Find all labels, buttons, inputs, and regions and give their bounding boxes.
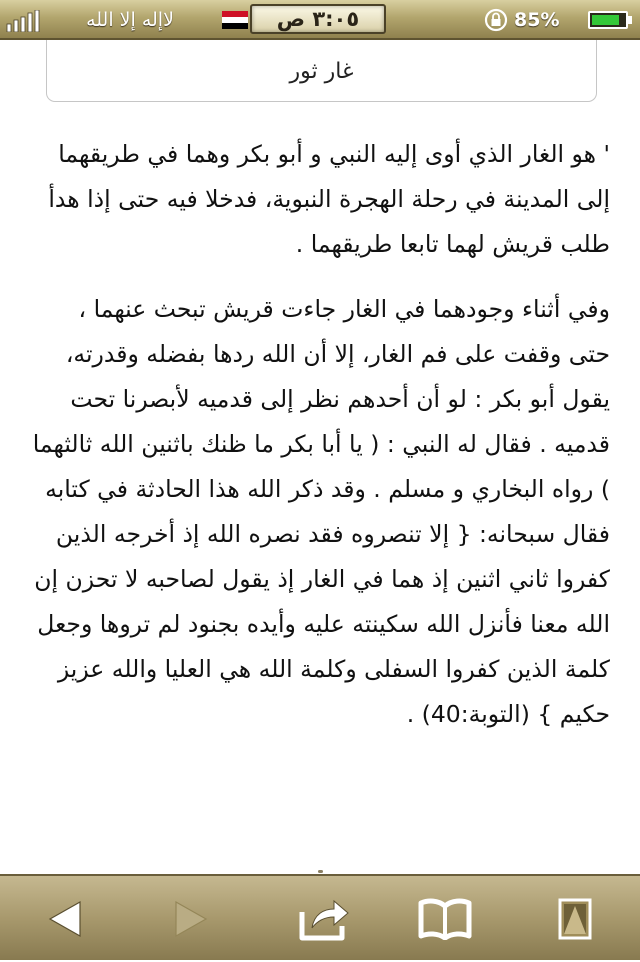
status-bar <box>0 0 640 40</box>
back-button[interactable] <box>20 876 110 962</box>
status-time: ٣:٠٥ ص <box>276 7 360 31</box>
rotation-lock-icon <box>484 8 508 32</box>
forward-icon <box>174 900 208 938</box>
battery-icon <box>588 11 628 29</box>
article-body <box>30 132 610 737</box>
carrier-name: لاإله إلا الله <box>86 9 174 31</box>
forward-button[interactable] <box>140 876 230 962</box>
bookmarks-button[interactable] <box>400 876 490 962</box>
bookmarks-icon <box>418 896 472 940</box>
back-icon <box>48 900 82 938</box>
battery-percent: 85% <box>514 9 560 31</box>
pages-icon <box>558 898 592 940</box>
article-paragraph: وفي أثناء وجودهما في الغار جاءت قريش تبحث عنهما ، حتى وقفت على فم الغار، إلا أن الله ردها بفضله وقدرته، يقول أبو بكر : لو أن أحدهم نظر إلى قدميه لأبصرنا تحت قدميه . فقال له النبي : ( يا أبا بكر ما ظنك باثنين الله ثالثهما ) رواه البخاري و مسلم . وقد ذكر الله هذا الحادثة في كتابه فقال سبحانه: { إلا تنصروه فقد نصره الله إذ أخرجه الذين كفروا ثاني اثنين إذ هما في الغار إذ يقول لصاحبه لا تحزن إن الله معنا فأنزل الله سكينته عليه وأيده بجنود لم تروها وجعل كلمة الذين كفروا السفلى وكلمة الله هي العليا والله عزيز حكيم } (التوبة:40) . <box>32 295 610 728</box>
share-icon <box>298 894 352 942</box>
battery-level-fill <box>592 15 619 25</box>
flag-icon <box>222 11 248 29</box>
signal-bars-icon <box>6 10 40 32</box>
article-title-box <box>46 40 597 102</box>
clock-display <box>250 4 386 34</box>
scroll-indicator <box>318 870 323 873</box>
bottom-toolbar <box>0 874 640 960</box>
pages-button[interactable] <box>530 876 620 962</box>
article-paragraph: ' هو الغار الذي أوى إليه النبي و أبو بكر وهما في طريقهما إلى المدينة في رحلة الهجرة النبوية، فدخلا فيه حتى إذا هدأ طلب قريش لهما تابعا طريقهما . <box>48 140 610 258</box>
share-button[interactable] <box>280 876 370 962</box>
article-title: غار ثور <box>289 59 354 84</box>
